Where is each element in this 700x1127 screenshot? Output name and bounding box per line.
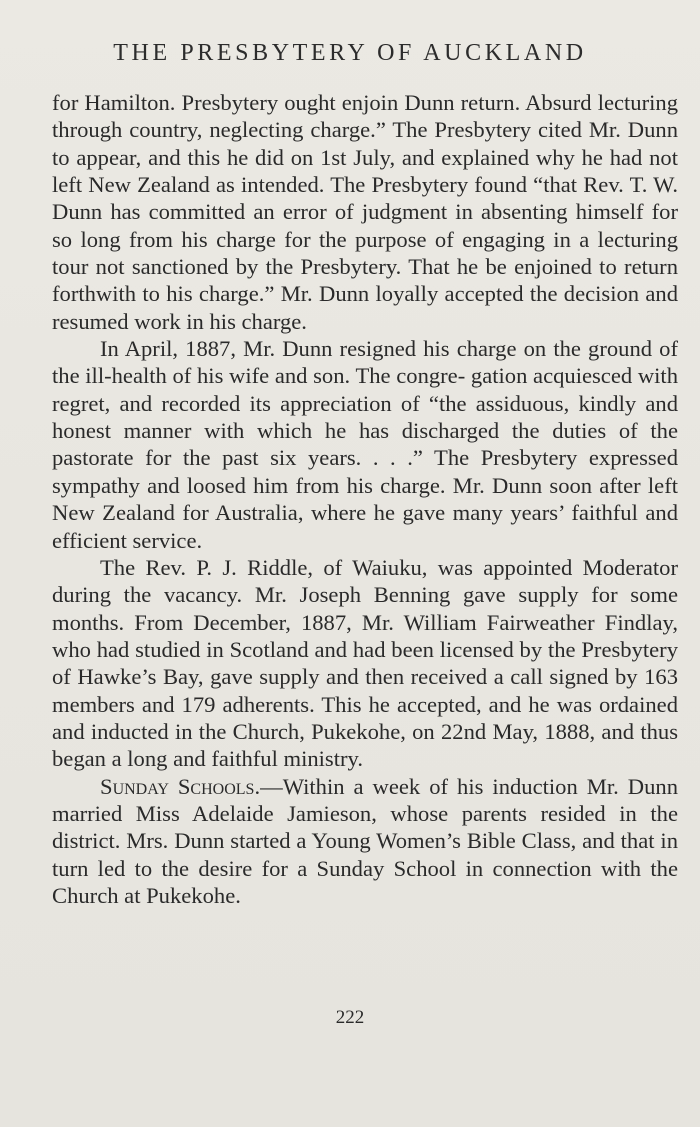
- paragraph-sunday-schools-text: —Within a week of his induction Mr. Dunn married Miss Adelaide Jamieson, whose parents resided in the district. Mrs. Dunn started a Young Women’s Bible Class, and that in turn led to the desire for a Sunday School in connection with the Church at Pukekohe.: [52, 773, 678, 908]
- section-run-in-heading: Sunday Schools.: [100, 773, 261, 799]
- page-number: 222: [335, 1007, 365, 1028]
- paragraph-continuation: for Hamilton. Presbytery ought enjoin Dunn return. Absurd lecturing through country, neglecting charge.” The Presbytery cited Mr. Dunn to appear, and this he did on 1st July, and explained why he had not left New Zealand as intended. The Presbytery found “that Rev. T. W. Dunn has committed an error of judgment in absenting himself for so long from his charge for the purpose of engaging in a lecturing tour not sanctioned by the Presbytery. That he be enjoined to return forthwith to his charge.” Mr. Dunn loyally accepted the decision and resumed work in his charge.: [52, 90, 678, 334]
- paragraph-findlay-call: The Rev. P. J. Riddle, of Waiuku, was appointed Moderator during the vacancy. Mr. Joseph Benning gave supply for some months. From December, 1887, Mr. William Fairweather Findlay, who had studied in Scotland and had been licensed by the Presbytery of Hawke’s Bay, gave supply and then received a call signed by 163 members and 179 adherents. This he accepted, and he was ordained and inducted in the Church, Pukekohe, on 22nd May, 1888, and thus began a long and faithful ministry.: [52, 554, 678, 772]
- body-text: [52, 89, 678, 909]
- paragraph-sunday-schools: [52, 773, 678, 910]
- paragraph-resignation: In April, 1887, Mr. Dunn resigned his charge on the ground of the ill-health of his wife and son. The congre- gation acquiesced with regret, and recorded its appreciation of “the assiduous, kindly and honest manner with which he has discharged the duties of the pastorate for the past six years. . . .” The Presbytery expressed sympathy and loosed him from his charge. Mr. Dunn soon after left New Zealand for Australia, where he gave many years’ faithful and efficient service.: [52, 336, 678, 553]
- running-header: THE PRESBYTERY OF AUCKLAND: [113, 40, 587, 66]
